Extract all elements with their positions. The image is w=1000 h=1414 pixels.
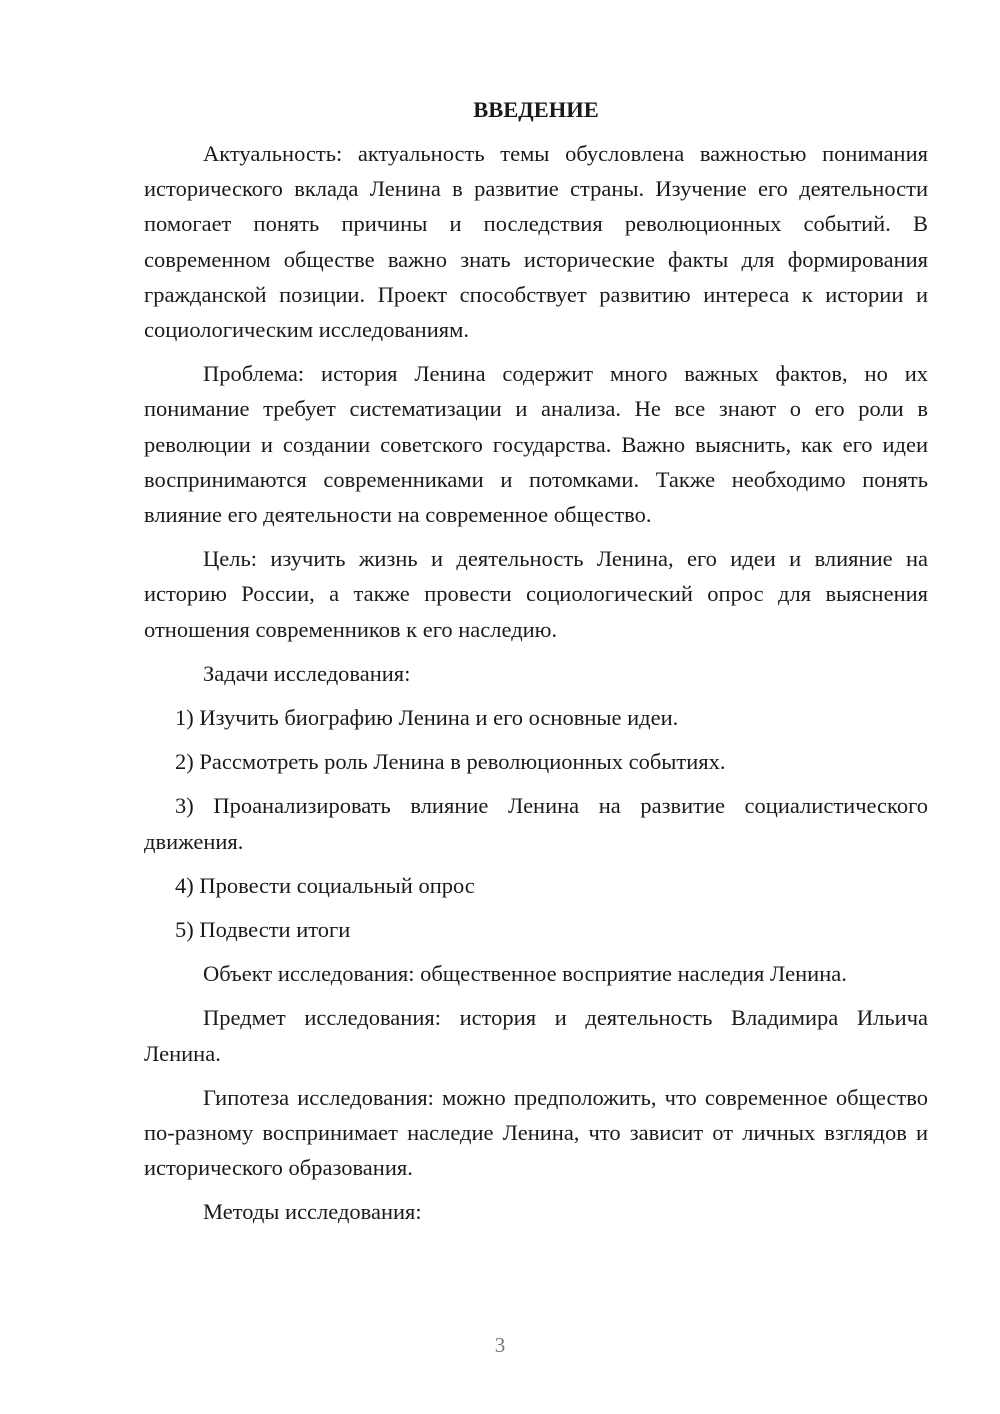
section-title: ВВЕДЕНИЕ <box>473 97 599 122</box>
task-item: 2) Рассмотреть роль Ленина в революционных событиях. <box>175 749 726 775</box>
task-item: 5) Подвести итоги <box>175 917 351 943</box>
paragraph-object: Объект исследования: общественное восприятие наследия Ленина. <box>203 961 847 987</box>
paragraph-relevance: Актуальность: актуальность темы обусловлена важностью понимания исторического вклада Ленина в развитие страны. Изучение его деятельности помогает понять причины и последствия революционных событий. В современном обществе важно знать исторические факты для формирования гражданской позиции. Проект способствует развитию интереса к истории и социологическим исследованиям. <box>144 141 928 343</box>
paragraph-tasks-heading: Задачи исследования: <box>203 660 411 686</box>
paragraph-hypothesis: Гипотеза исследования: можно предположить, что современное общество по-разному воспринимает наследие Ленина, что зависит от личных взглядов и исторического образования. <box>144 1084 928 1181</box>
task-item: 3) Проанализировать влияние Ленина на развитие социалистического движения. <box>144 793 928 854</box>
task-item: 1) Изучить биографию Ленина и его основные идеи. <box>175 705 679 731</box>
paragraph-methods: Методы исследования: <box>203 1199 422 1225</box>
document-page <box>144 92 928 1239</box>
paragraph-subject: Предмет исследования: история и деятельность Владимира Ильича Ленина. <box>144 1005 928 1066</box>
paragraph-problem: Проблема: история Ленина содержит много важных фактов, но их понимание требует систематизации и анализа. Не все знают о его роли в революции и создании советского государства. Важно выяснить, как его идеи воспринимаются современниками и потомками. Также необходимо понять влияние его деятельности на современное общество. <box>144 361 928 528</box>
paragraph-goal: Цель: изучить жизнь и деятельность Ленина, его идеи и влияние на историю России, а также провести социологический опрос для выяснения отношения современников к его наследию. <box>144 546 928 642</box>
page-number: 3 <box>494 1333 506 1357</box>
task-item: 4) Провести социальный опрос <box>175 872 475 898</box>
